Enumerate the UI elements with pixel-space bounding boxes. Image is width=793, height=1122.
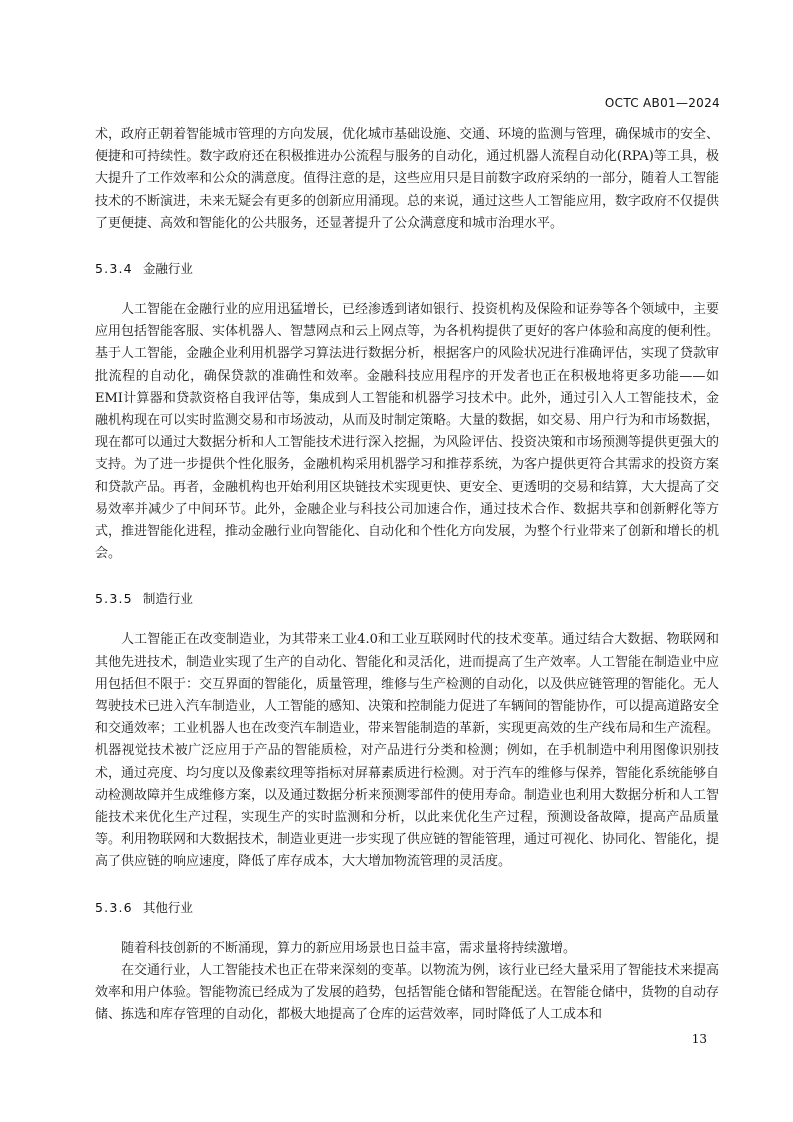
document-code-header: OCTC AB01—2024 (604, 96, 720, 110)
section-number: 5.3.5 (95, 591, 133, 607)
section-title: 金融行业 (142, 261, 193, 277)
section-title: 其他行业 (142, 899, 193, 915)
other-paragraph-2: 在交通行业，人工智能技术也正在带来深刻的变革。以物流为例，该行业已经大量采用了智能技术来提高效率和用户体验。智能物流已经成为了发展的趋势，包括智能仓储和智能配送。在智能仓储中，货物的自动存储、拣选和库存管理的自动化，都极大地提高了仓库的运营效率，同时降低了人工成本和 (95, 962, 720, 1023)
manufacturing-paragraph: 人工智能正在改变制造业，为其带来工业4.0和工业互联网时代的技术变革。通过结合大数据、物联网和其他先进技术，制造业实现了生产的自动化、智能化和灵活化，进而提高了生产效率。人工智能在制造业中应用包括但不限于：交互界面的智能化，质量管理，维修与生产检测的自动化，以及供应链管理的智能化。无人驾驶技术已进入汽车制造业，人工智能的感知、决策和控制能力促进了车辆间的智能协作，可以提高道路安全和交通效率；工业机器人也在改变汽车制造业，带来智能制造的革新，实现更高效的生产线布局和生产流程。机器视觉技术被广泛应用于产品的智能质检，对产品进行分类和检测；例如，在手机制造中利用图像识别技术，通过亮度、均匀度以及像素纹理等指标对屏幕素质进行检测。对于汽车的维修与保养，智能化系统能够自动检测故障并生成维修方案，以及通过数据分析来预测零部件的使用寿命。制造业也利用大数据分析和人工智能技术来优化生产过程，实现生产的实时监测和分析，以此来优化生产过程，预测设备故障，提高产品质量等。利用物联网和大数据技术，制造业更进一步实现了供应链的智能管理，通过可视化、协同化、智能化，提高了供应链的响应速度，降低了库存成本，大大增加物流管理的灵活度。 (95, 632, 720, 870)
section-number: 5.3.6 (95, 899, 133, 915)
section-title: 制造行业 (142, 591, 193, 607)
section-heading-manufacturing (95, 588, 719, 610)
intro-paragraph: 术，政府正朝着智能城市管理的方向发展，优化城市基础设施、交通、环境的监测与管理，确保城市的安全、便捷和可持续性。数字政府还在积极推进办公流程与服务的自动化，通过机器人流程自动化(RPA)等工具，极大提升了工作效率和公众的满意度。值得注意的是，这些应用只是目前数字政府采纳的一部分，随着人工智能技术的不断演进，未来无疑会有更多的创新应用涌现。总的来说，通过这些人工智能应用，数字政府不仅提供了更便捷、高效和智能化的公共服务，还显著提升了公众满意度和城市治理水平。 (95, 127, 720, 231)
finance-paragraph: 人工智能在金融行业的应用迅猛增长，已经渗透到诸如银行、投资机构及保险和证券等各个领域中，主要应用包括智能客服、实体机器人、智慧网点和云上网点等，为各机构提供了更好的客户体验和高度的便利性。基于人工智能，金融企业利用机器学习算法进行数据分析，根据客户的风险状况进行准确评估，实现了贷款审批流程的自动化，确保贷款的准确性和效率。金融科技应用程序的开发者也正在积极地将更多功能——如EMI计算器和贷款资格自我评估等，集成到人工智能和机器学习技术中。此外，通过引入人工智能技术，金融机构现在可以实时监测交易和市场波动，从而及时制定策略。大量的数据，如交易、用户行为和市场数据，现在都可以通过大数据分析和人工智能技术进行深入挖掘，为风险评估、投资决策和市场预测等提供更强大的支持。为了进一步提供个性化服务，金融机构采用机器学习和推荐系统，为客户提供更符合其需求的投资方案和贷款产品。再者，金融机构也开始利用区块链技术实现更快、更安全、更透明的交易和结算，大大提高了交易效率并减少了中间环节。此外，金融企业与科技公司加速合作，通过技术合作、数据共享和创新孵化等方式，推进智能化进程，推动金融行业向智能化、自动化和个性化方向发展，为整个行业带来了创新和增长的机会。 (95, 302, 720, 562)
section-heading-other (95, 897, 719, 919)
page-number: 13 (691, 1032, 707, 1046)
section-heading-finance (95, 258, 719, 280)
page-content (95, 124, 719, 1027)
section-number: 5.3.4 (95, 261, 133, 277)
other-paragraph-1: 随着科技创新的不断涌现，算力的新应用场景也日益丰富，需求量将持续激增。 (121, 940, 577, 956)
